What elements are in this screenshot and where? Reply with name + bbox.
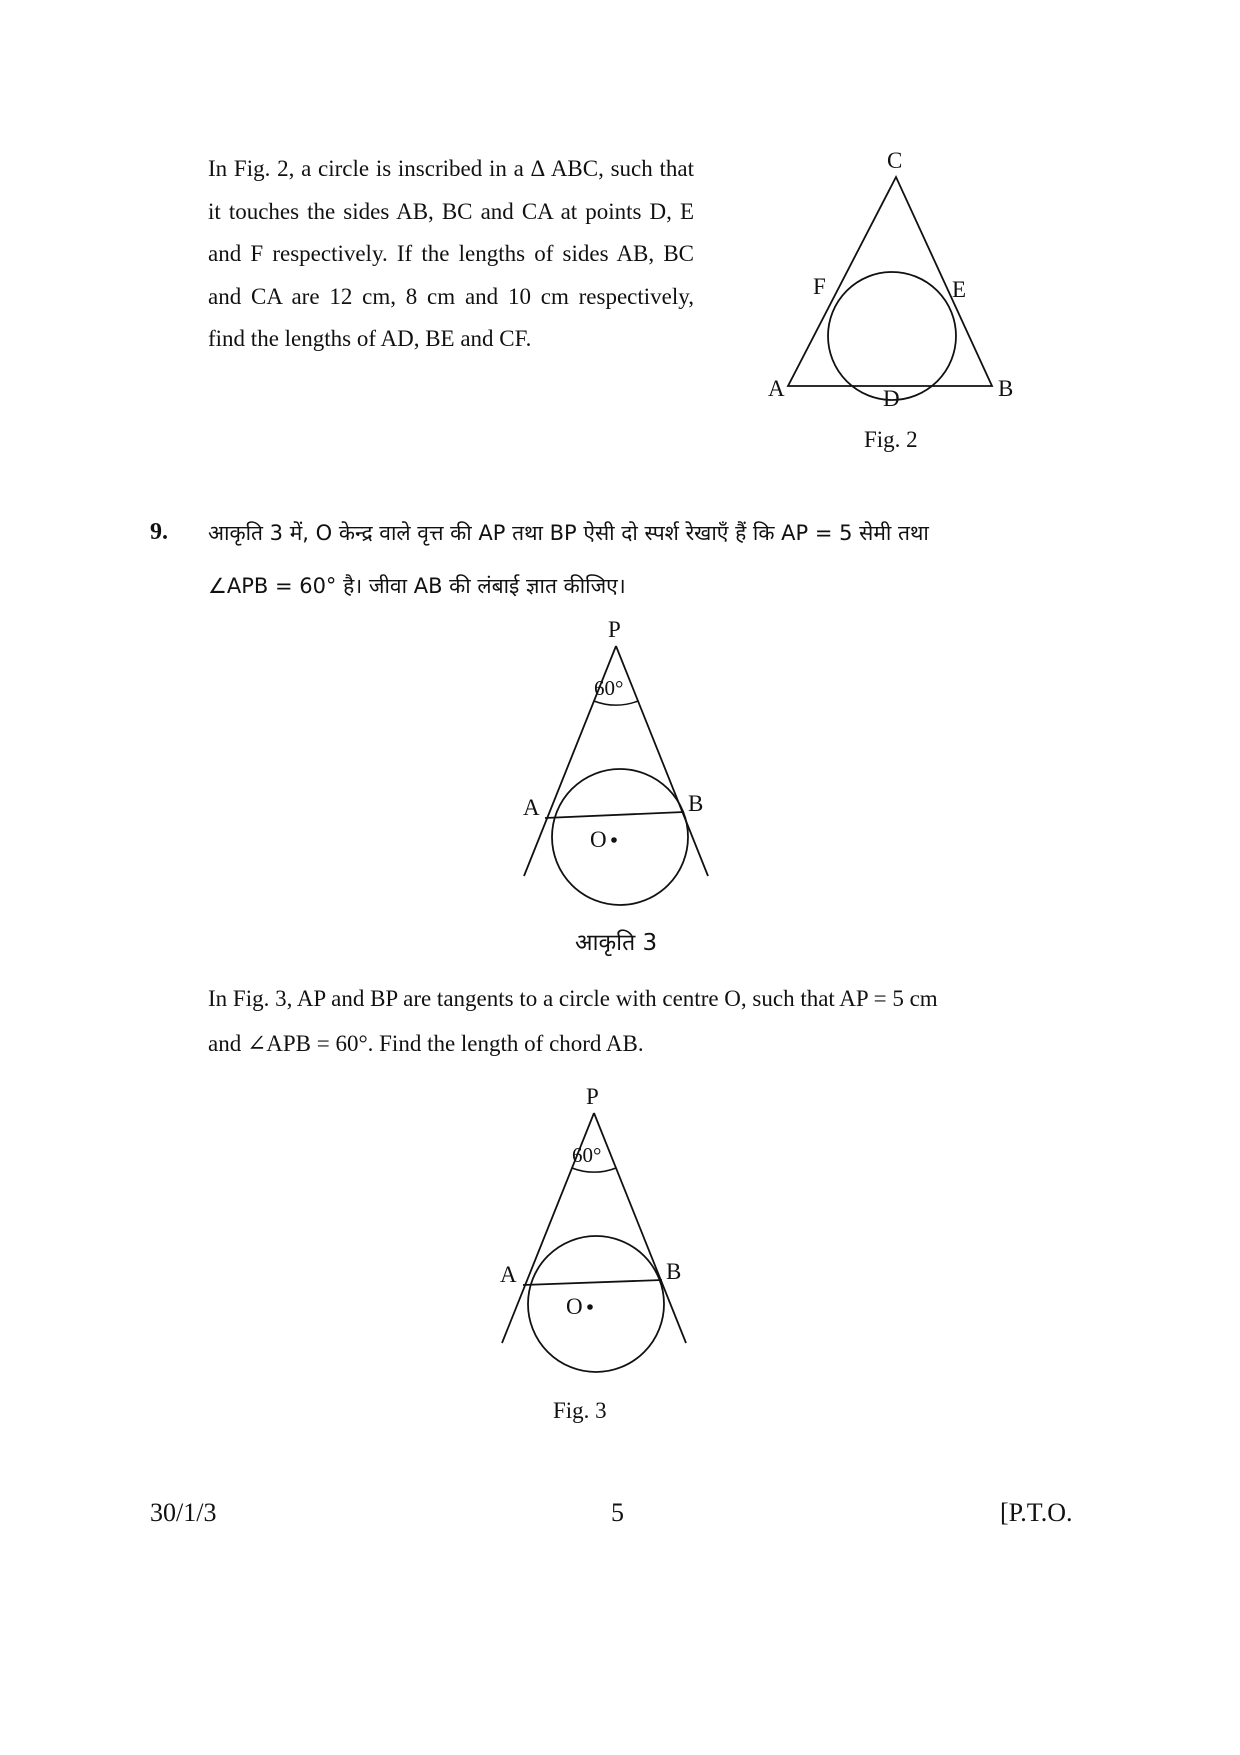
fig3h-label-o: O [590, 827, 607, 852]
fig2-label-b: B [998, 376, 1014, 401]
fig3e-angle-arc [572, 1168, 616, 1172]
fig3e-centre-dot [587, 1304, 593, 1310]
fig3h-centre-dot [611, 837, 617, 843]
fig3h-tangent-pb [616, 646, 708, 876]
q8-english-paragraph: In Fig. 2, a circle is inscribed in a Δ ABC, such that it touches the sides AB, BC and CA at points D, E and F respectively. If the lengths of sides AB, BC and CA are 12 cm, 8 cm and 10 cm respectively, find the lengths of AD, BE and CF. [208, 156, 694, 351]
fig2-label-a: A [768, 376, 785, 401]
fig3h-label-angle: 60° [594, 676, 624, 700]
fig3e-circle [528, 1236, 664, 1372]
fig3h-label-b: B [688, 791, 704, 816]
fig3-hindi-caption: आकृति 3 [575, 930, 658, 956]
fig2-label-d: D [883, 386, 900, 411]
fig3h-label-a: A [523, 795, 540, 820]
q9-hindi-line1: आकृति 3 में, O केन्द्र वाले वृत्त की AP तथा BP ऐसी दो स्पर्श रेखाएँ हैं कि AP = 5 सेमी तथा [208, 521, 929, 545]
fig3e-tangent-pb [594, 1113, 686, 1343]
fig3-english-diagram [486, 1082, 706, 1432]
q9-number: 9. [150, 519, 168, 545]
fig3e-chord-ab [523, 1280, 662, 1285]
footer-pto: [P.T.O. [1000, 1498, 1073, 1527]
fig2-diagram [760, 140, 1040, 410]
footer-paper-code: 30/1/3 [150, 1498, 217, 1527]
footer-page-number: 5 [611, 1498, 624, 1527]
fig3h-chord-ab [545, 812, 684, 818]
fig3e-label-b: B [666, 1259, 682, 1284]
q9-hindi-line2: ∠APB = 60° है। जीवा AB की लंबाई ज्ञात कीजिए। [208, 574, 626, 598]
q9-english-line2: and ∠APB = 60°. Find the length of chord AB. [208, 1031, 644, 1056]
fig2-incircle [828, 272, 956, 400]
fig3e-label-a: A [500, 1262, 517, 1287]
fig2-caption: Fig. 2 [864, 427, 918, 452]
fig3h-label-p: P [608, 617, 621, 642]
fig3e-label-p: P [586, 1084, 599, 1109]
fig3-english-caption: Fig. 3 [553, 1398, 607, 1423]
fig2-label-f: F [813, 274, 826, 299]
fig3e-label-angle: 60° [572, 1143, 602, 1167]
fig2-label-c: C [887, 148, 903, 173]
fig3e-label-o: O [566, 1294, 583, 1319]
fig3-hindi-diagram [510, 615, 730, 965]
fig2-label-e: E [952, 277, 967, 302]
fig3h-circle [552, 769, 688, 905]
fig3h-angle-arc [594, 701, 638, 705]
q9-english-line1: In Fig. 3, AP and BP are tangents to a circle with centre O, such that AP = 5 cm [208, 986, 938, 1011]
